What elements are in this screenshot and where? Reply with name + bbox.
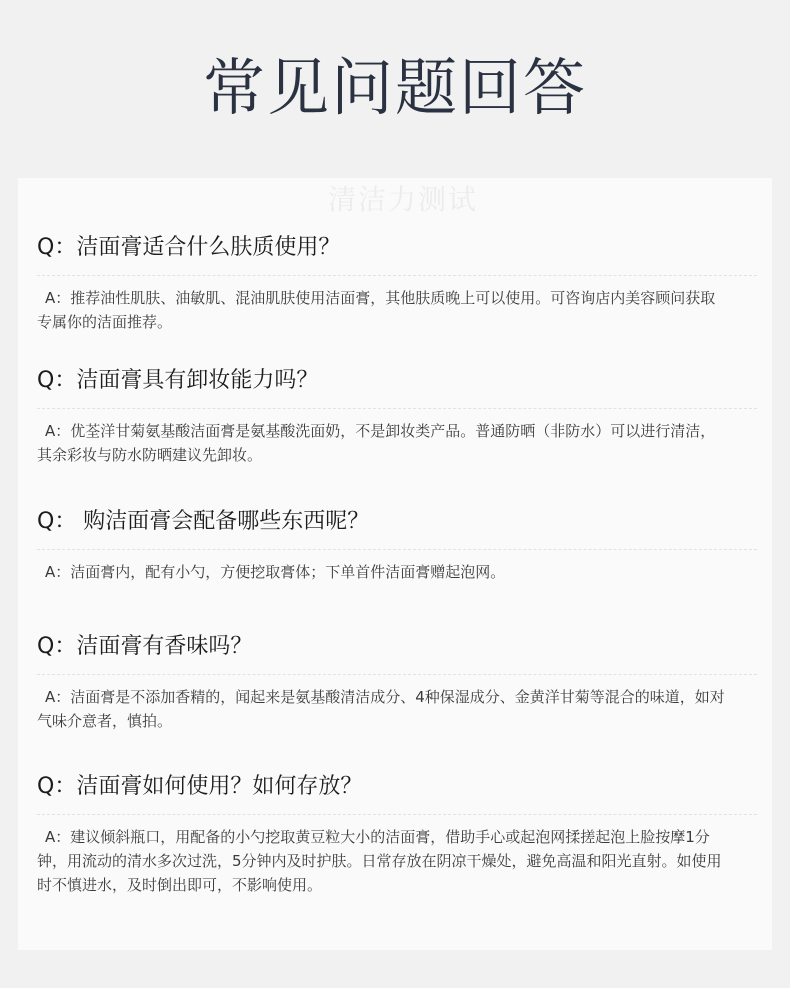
faq-item xyxy=(37,507,757,584)
faq-divider xyxy=(37,549,757,550)
faq-divider xyxy=(37,408,757,409)
faq-question: Q：洁面膏具有卸妆能力吗？ xyxy=(37,368,319,393)
faq-answer: A：建议倾斜瓶口，用配备的小勺挖取黄豆粒大小的洁面膏，借助手心或起泡网揉搓起泡上脸按摩1分钟，用流动的清水多次过洗，5分钟内及时护肤。日常存放在阴凉干燥处，避免高温和阳光直射。如使用时不慎进水，及时倒出即可，不影响使用。 xyxy=(37,828,722,894)
faq-divider xyxy=(37,275,757,276)
faq-answer: A：推荐油性肌肤、油敏肌、混油肌肤使用洁面膏，其他肤质晚上可以使用。可咨询店内美容顾问获取专属你的洁面推荐。 xyxy=(37,289,716,331)
faq-question: Q： 购洁面膏会配备哪些东西呢？ xyxy=(37,509,370,534)
faq-question: Q：洁面膏如何使用？如何存放？ xyxy=(37,774,363,799)
faq-divider xyxy=(37,674,757,675)
faq-question: Q：洁面膏有香味吗？ xyxy=(37,634,253,659)
page-title: 常见问题回答 xyxy=(202,51,587,124)
faq-answer: A：洁面膏内，配有小勺，方便挖取膏体；下单首件洁面膏赠起泡网。 xyxy=(45,563,506,581)
faq-answer: A：优荃洋甘菊氨基酸洁面膏是氨基酸洗面奶，不是卸妆类产品。普通防晒（非防水）可以进行清洁，其余彩妆与防水防晒建议先卸妆。 xyxy=(37,422,716,464)
watermark-text: 清洁力测试 xyxy=(327,183,478,216)
faq-item xyxy=(37,632,757,733)
faq-item xyxy=(37,233,757,334)
faq-item xyxy=(37,772,757,897)
faq-question: Q：洁面膏适合什么肤质使用？ xyxy=(37,235,341,260)
faq-item xyxy=(37,366,757,467)
faq-answer: A：洁面膏是不添加香精的，闻起来是氨基酸清洁成分、4种保湿成分、金黄洋甘菊等混合的味道，如对气味介意者，慎拍。 xyxy=(37,688,725,730)
faq-divider xyxy=(37,814,757,815)
